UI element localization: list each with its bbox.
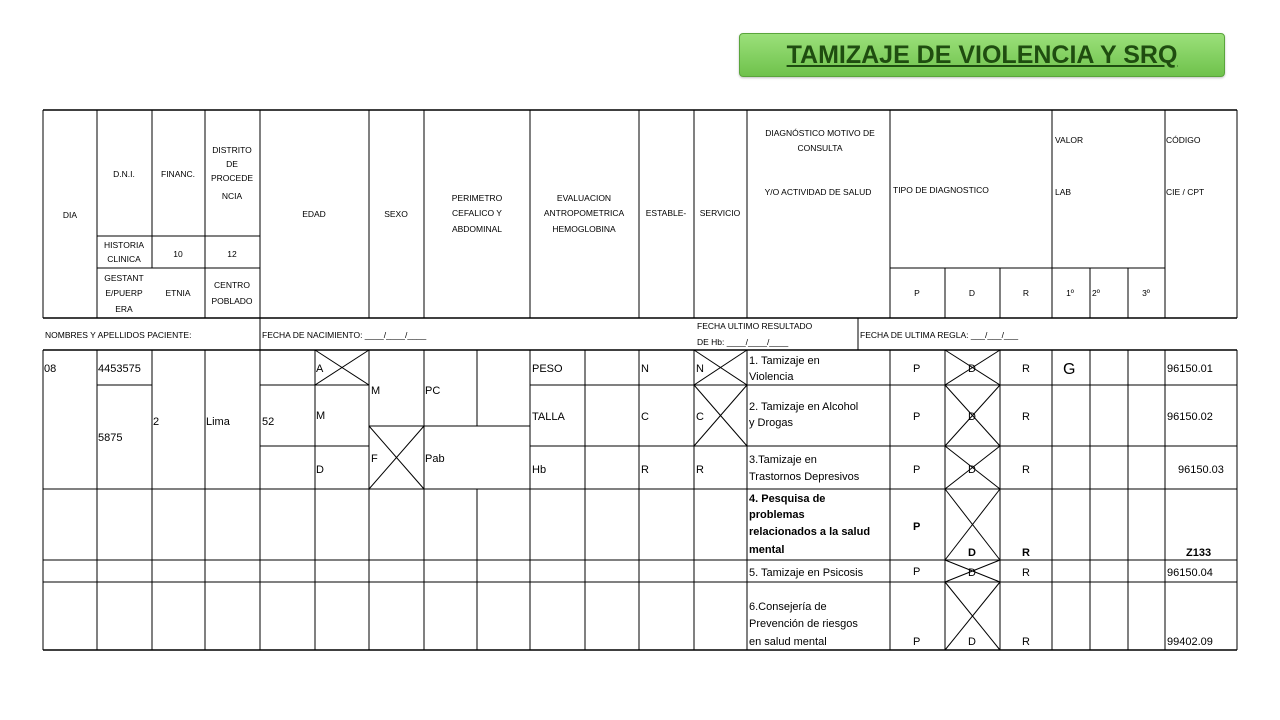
- financ-value: 2: [153, 416, 160, 428]
- activity-label: 5. Tamizaje en Psicosis: [749, 567, 864, 579]
- header-gestante-2: E/PUERP: [105, 288, 143, 298]
- header-dni: D.N.I.: [113, 169, 135, 179]
- activity-4: [749, 493, 1211, 559]
- pc-label: PC: [425, 385, 441, 397]
- header-perimetro-2: CEFALICO Y: [452, 208, 502, 218]
- header-gestante-1: GESTANT: [104, 273, 144, 283]
- activity-r: R: [1022, 411, 1030, 423]
- lab-value: G: [1063, 361, 1076, 378]
- header-distrito-1: DISTRITO: [212, 145, 252, 155]
- dia-value: 08: [44, 363, 57, 375]
- header-codigo: CÓDIGO: [1166, 135, 1201, 145]
- header-distrito-3: PROCEDE: [210, 173, 254, 183]
- activity-label: 3.Tamizaje en: [749, 454, 817, 466]
- activity-label: mental: [749, 544, 785, 556]
- activity-r: R: [1022, 464, 1030, 476]
- header-perimetro-3: ABDOMINAL: [451, 224, 503, 234]
- header-3rd: 3º: [1142, 288, 1150, 298]
- activity-code: 96150.04: [1167, 567, 1213, 579]
- estable-n: N: [641, 363, 649, 375]
- dni-value: 4453575: [98, 363, 141, 375]
- header-evaluacion-3: HEMOGLOBINA: [552, 224, 616, 234]
- patient-info-row: [45, 321, 1018, 347]
- fecha-nacimiento-label: FECHA DE NACIMIENTO: ____/____/____: [262, 330, 427, 340]
- header-evaluacion-2: ANTROPOMETRICA: [543, 208, 625, 218]
- activity-d: D: [968, 411, 976, 423]
- activity-label: 4. Pesquisa de: [749, 493, 826, 505]
- header-financ: FINANC.: [161, 169, 195, 179]
- dni-cont-value: 5875: [98, 432, 123, 444]
- activity-p: P: [913, 521, 921, 533]
- column-headers: [63, 128, 1204, 314]
- edad-a: A: [316, 363, 324, 375]
- sexo-m: M: [371, 385, 381, 397]
- activity-d: D: [968, 567, 976, 579]
- activity-label: 1. Tamizaje en: [749, 355, 820, 367]
- patient-record: [44, 361, 1075, 476]
- header-evaluacion-1: EVALUACION: [556, 193, 612, 203]
- activity-d: D: [968, 636, 976, 648]
- distrito-value: Lima: [206, 416, 230, 428]
- activity-d: D: [968, 363, 976, 375]
- activity-d: D: [968, 547, 976, 559]
- header-2nd: 2º: [1092, 288, 1100, 298]
- activity-code: Z133: [1186, 547, 1212, 559]
- header-tipo-diagnostico: TIPO DE DIAGNOSTICO: [893, 185, 989, 195]
- header-historia-2: CLINICA: [107, 254, 141, 264]
- servicio-n: N: [696, 363, 704, 375]
- activity-label: Prevención de riesgos: [749, 618, 858, 630]
- header-gestante-3: ERA: [115, 304, 133, 314]
- activity-p: P: [913, 464, 921, 476]
- activity-p: P: [913, 363, 921, 375]
- activity-p: P: [913, 566, 921, 578]
- activity-r: R: [1022, 636, 1030, 648]
- header-centro-1: CENTRO: [214, 280, 250, 290]
- header-lab: LAB: [1055, 187, 1072, 197]
- header-servicio: SERVICIO: [699, 208, 741, 218]
- talla-label: TALLA: [532, 411, 565, 423]
- page-title: TAMIZAJE DE VIOLENCIA Y SRQ: [739, 33, 1225, 77]
- pab-label: Pab: [425, 453, 445, 465]
- header-r: R: [1022, 288, 1030, 298]
- header-etnia: ETNIA: [165, 288, 191, 298]
- estable-c: C: [641, 411, 649, 423]
- fecha-hb-label-2: DE Hb: ____/____/____: [697, 337, 789, 347]
- activity-label: en salud mental: [749, 636, 827, 648]
- activity-label: 2. Tamizaje en Alcohol: [749, 401, 859, 413]
- activity-code: 96150.03: [1178, 464, 1224, 476]
- header-historia-1: HISTORIA: [104, 240, 144, 250]
- hb-label: Hb: [532, 464, 547, 476]
- header-valor: VALOR: [1055, 135, 1084, 145]
- edad-m: M: [316, 410, 326, 422]
- servicio-c: C: [696, 411, 704, 423]
- header-distrito-2: DE: [226, 159, 238, 169]
- activity-d: D: [968, 464, 976, 476]
- activity-p: P: [913, 636, 921, 648]
- header-actividad: Y/O ACTIVIDAD DE SALUD: [764, 187, 872, 197]
- header-diagnostico-1: DIAGNÓSTICO MOTIVO DE: [765, 128, 875, 138]
- activity-label: 6.Consejería de: [749, 601, 827, 613]
- header-num-10: 10: [173, 249, 183, 259]
- activity-code: 96150.02: [1167, 411, 1213, 423]
- header-estable: ESTABLE-: [645, 208, 687, 218]
- crossed-out-marks: [315, 350, 1000, 650]
- activity-r: R: [1022, 567, 1030, 579]
- header-dia: DIA: [62, 210, 78, 220]
- header-1st: 1º: [1066, 288, 1074, 298]
- activity-label: Violencia: [749, 371, 794, 383]
- sexo-f: F: [371, 453, 378, 465]
- header-perimetro-1: PERIMETRO: [451, 193, 503, 203]
- header-p: P: [914, 288, 920, 298]
- header-num-12: 12: [227, 249, 237, 259]
- edad-d: D: [316, 464, 324, 476]
- activity-label: relacionados a la salud: [749, 526, 871, 538]
- activity-label: problemas: [749, 509, 805, 521]
- activity-1: [749, 355, 1213, 383]
- header-cie-cpt: CIE / CPT: [1166, 187, 1205, 197]
- activity-label: y Drogas: [749, 417, 794, 429]
- activity-6: [749, 601, 1213, 648]
- header-d: D: [968, 288, 976, 298]
- activity-label: Trastornos Depresivos: [749, 471, 860, 483]
- activity-r: R: [1022, 547, 1030, 559]
- activity-r: R: [1022, 363, 1030, 375]
- fecha-hb-label-1: FECHA ULTIMO RESULTADO: [697, 321, 813, 331]
- header-distrito-4: NCIA: [221, 191, 243, 201]
- header-diagnostico-2: CONSULTA: [797, 143, 843, 153]
- activity-code: 96150.01: [1167, 363, 1213, 375]
- header-edad: EDAD: [302, 209, 326, 219]
- activity-p: P: [913, 411, 921, 423]
- estable-r: R: [641, 464, 649, 476]
- fecha-regla-label: FECHA DE ULTIMA REGLA: ___/___/___: [860, 330, 1019, 340]
- activity-code: 99402.09: [1167, 636, 1213, 648]
- header-sexo: SEXO: [384, 209, 408, 219]
- header-centro-2: POBLADO: [211, 296, 253, 306]
- peso-label: PESO: [532, 363, 563, 375]
- servicio-r: R: [696, 464, 704, 476]
- edad-value: 52: [262, 416, 275, 428]
- nombres-label: NOMBRES Y APELLIDOS PACIENTE:: [45, 330, 192, 340]
